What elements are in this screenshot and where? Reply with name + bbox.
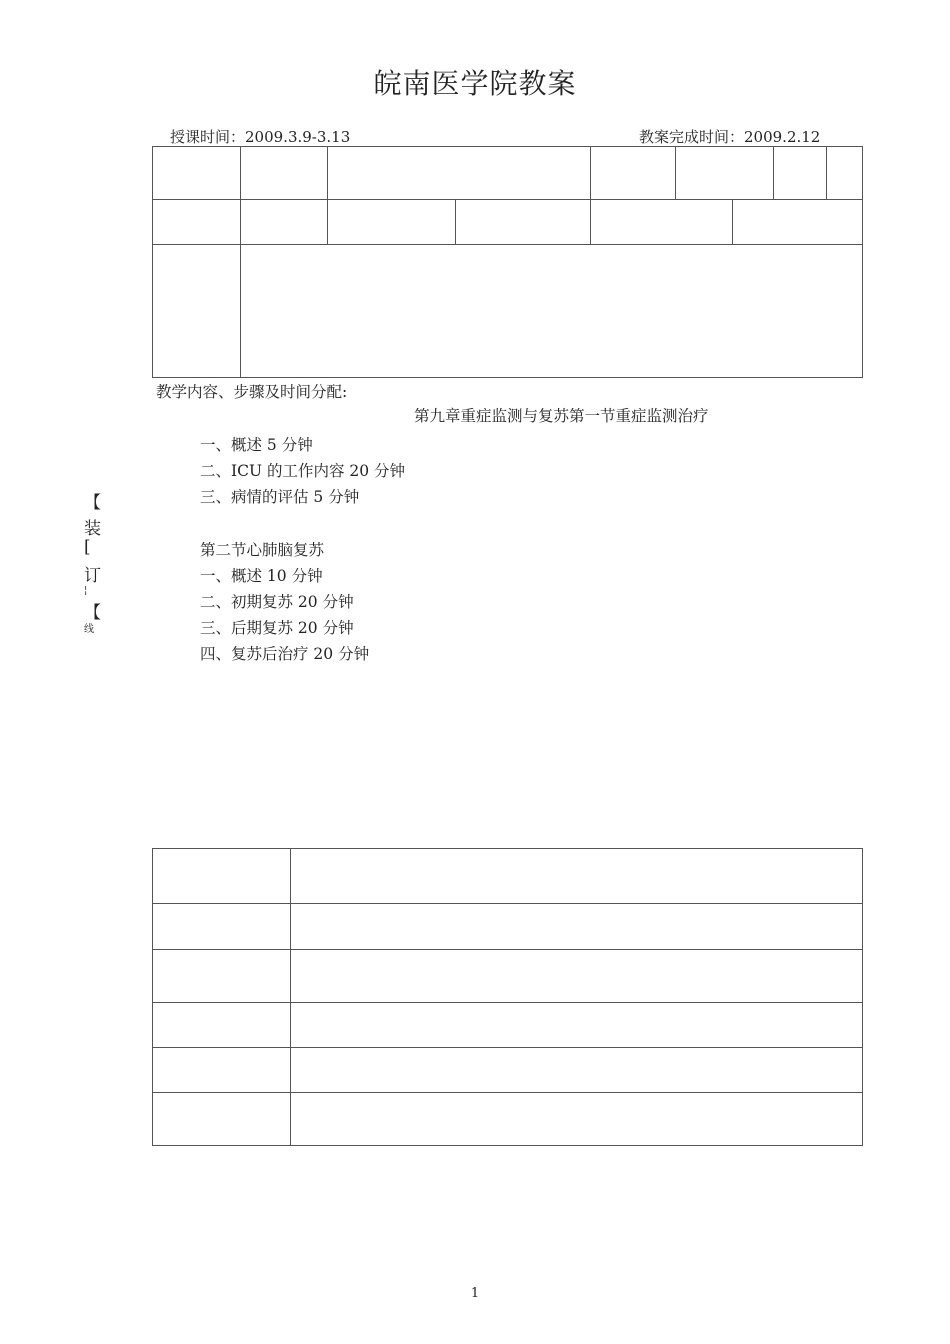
list-item: 二、ICU 的工作内容 20 分钟 <box>200 462 406 480</box>
section-label: 教学内容、步骤及时间分配: <box>156 383 348 401</box>
chapter-heading: 第九章重症监测与复苏第一节重症监测治疗 <box>414 407 709 425</box>
list-item: 三、后期复苏 20 分钟 <box>200 619 354 637</box>
list-item: 四、复苏后治疗 20 分钟 <box>200 645 370 663</box>
binding-mark: [ <box>84 537 91 557</box>
page-number: 1 <box>470 1286 480 1301</box>
completion-time: 教案完成时间：2009.2.12 <box>639 128 821 146</box>
binding-mark: ¦ <box>84 585 88 596</box>
binding-mark: 订 <box>84 566 101 586</box>
list-item: 一、概述 10 分钟 <box>200 567 323 585</box>
section2-heading: 第二节心肺脑复苏 <box>200 541 325 559</box>
binding-mark: 【 <box>84 493 101 513</box>
binding-mark: 装 <box>84 519 101 539</box>
list-item: 二、初期复苏 20 分钟 <box>200 593 354 611</box>
binding-mark: 线 <box>84 624 94 635</box>
page-title: 皖南医学院教案 <box>373 67 577 100</box>
teaching-time: 授课时间：2009.3.9-3.13 <box>170 128 351 146</box>
list-item: 三、病情的评估 5 分钟 <box>200 488 360 506</box>
list-item: 一、概述 5 分钟 <box>200 436 313 454</box>
binding-mark: 【 <box>84 603 101 623</box>
